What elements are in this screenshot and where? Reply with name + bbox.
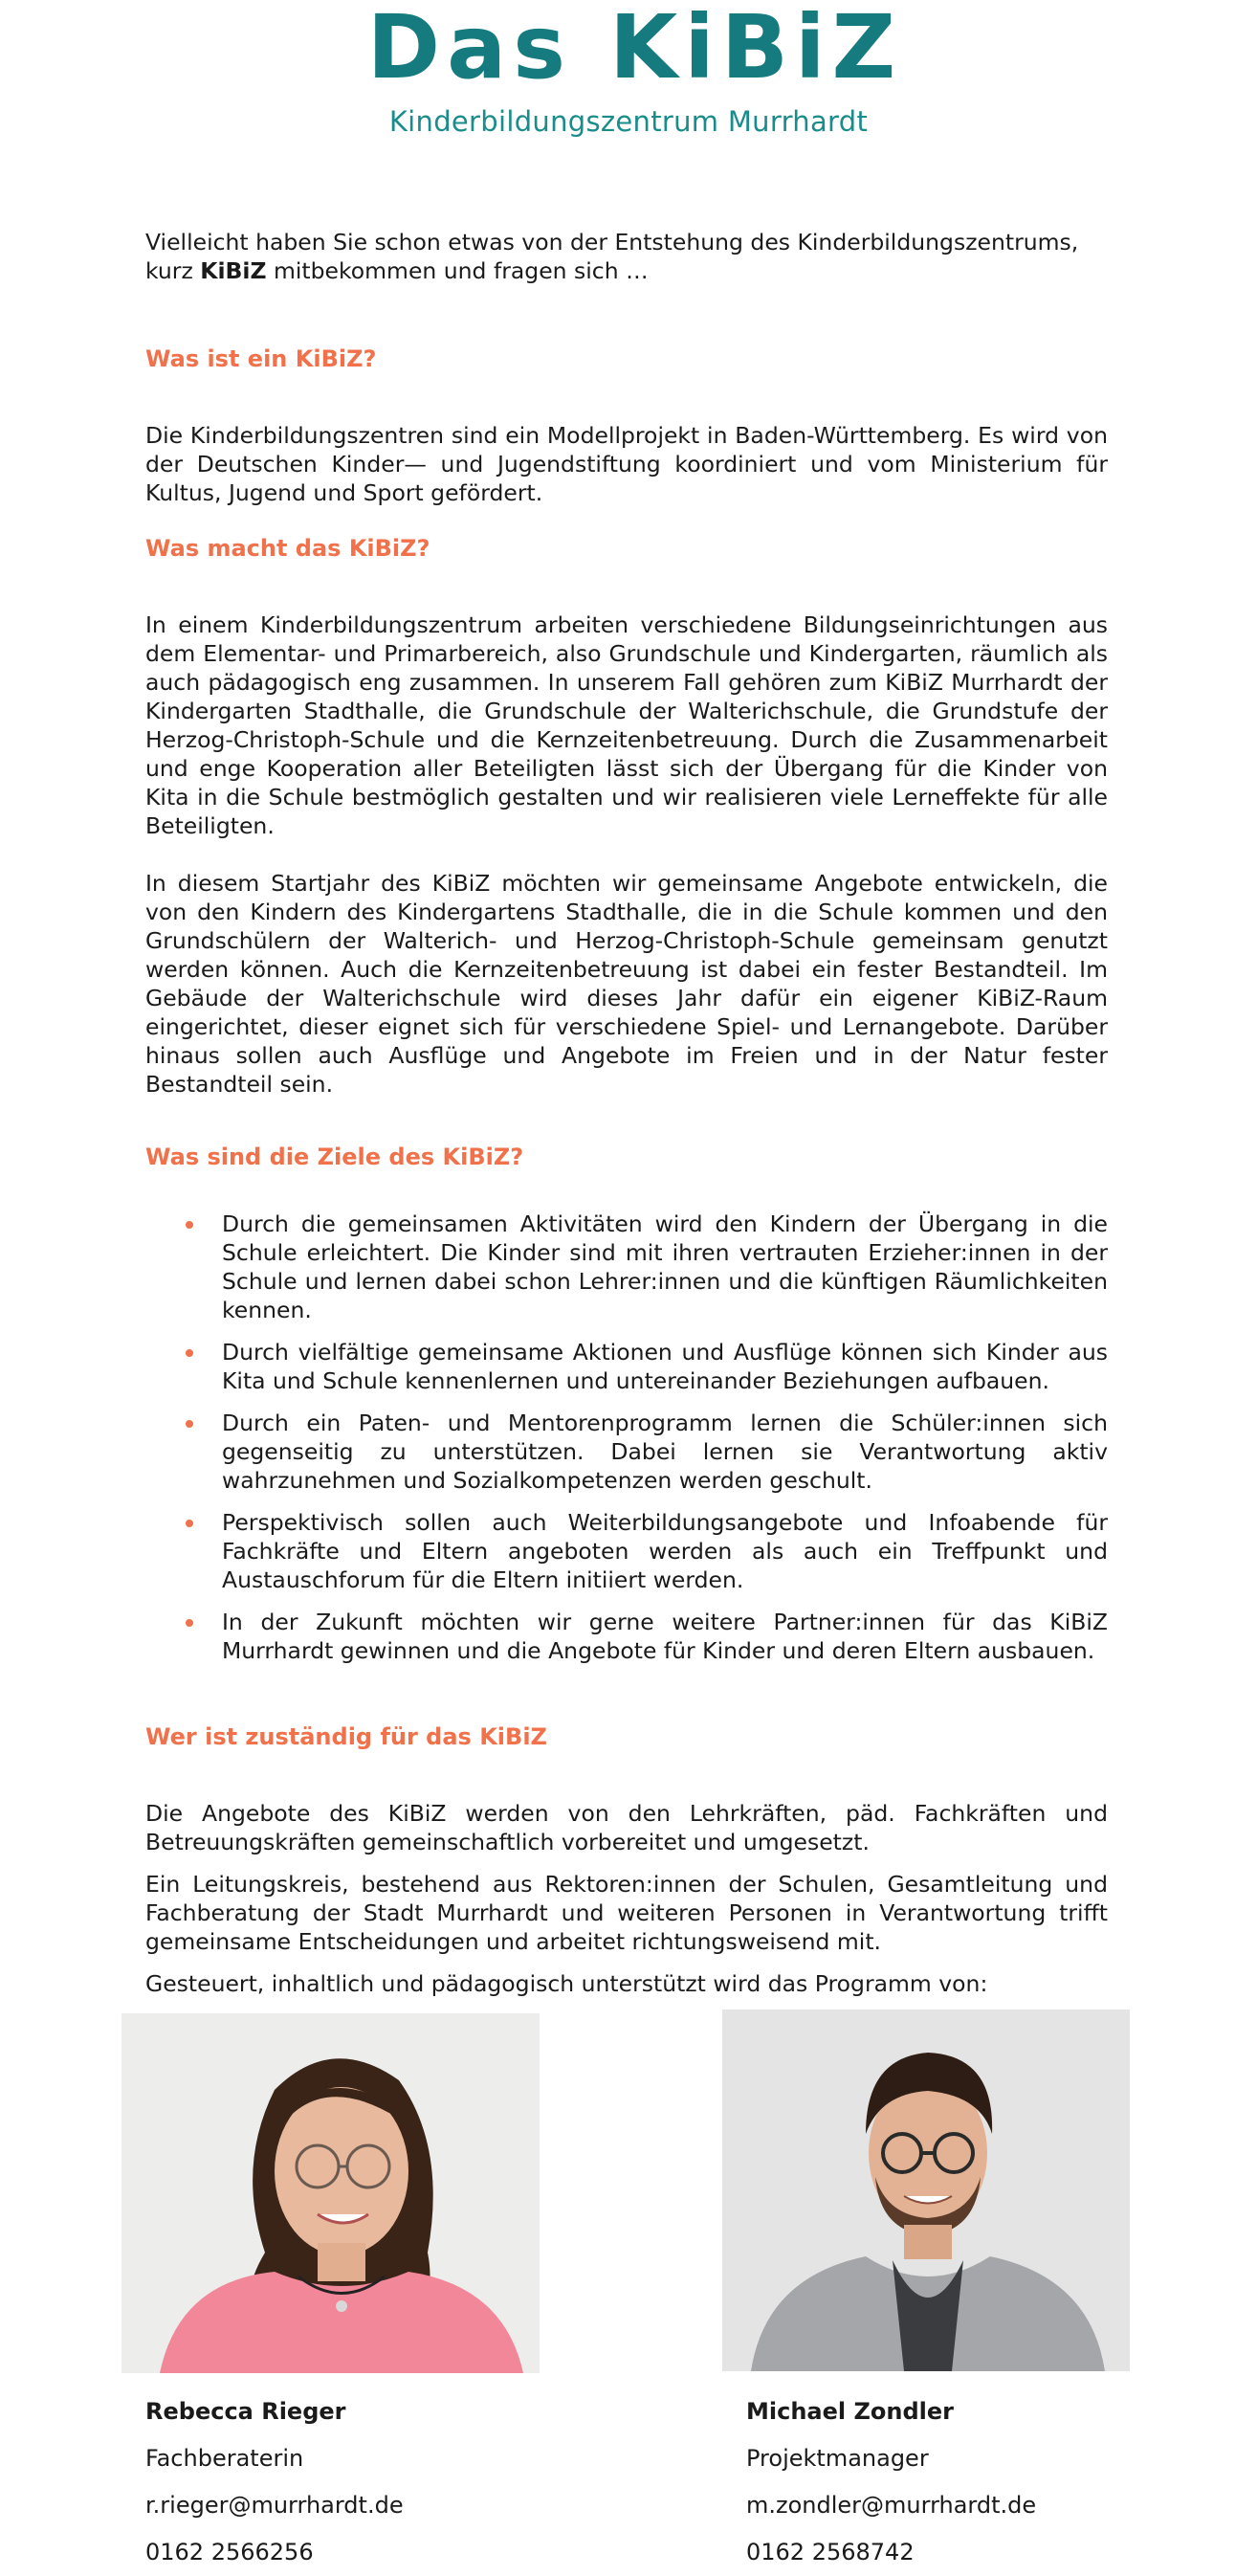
intro-text-start: Vielleicht haben Sie schon etwas von der Entstehung des Kinderbildungszentrums, kurz: [145, 229, 1079, 284]
kibiz-logo: [0, 0, 1257, 138]
logo-subtitle: Kinderbildungszentrum Murrhardt: [388, 105, 869, 138]
heading-was-ist: Was ist ein KiBiZ?: [145, 345, 377, 372]
paragraph-was-macht-1: In einem Kinderbildungszentrum arbeiten verschiedene Bildungseinrichtungen aus dem Elementar- und Primarbereich, also Grundschule und Kindergarten, räumlich als auch pädagogisch eng zusammen. In unserem Fall gehören zum KiBiZ Murrhardt der Kindergarten Stadthalle, die Grundschule der Walterichschule, die Grundstufe der Herzog-Christoph-Schule und die Kernzeitenbetreuung. Durch die Zusammenarbeit und enge Kooperation aller Beteiligten lässt sich der Übergang für die Kinder von Kita in die Schule bestmöglich gestalten und wir realisieren viele Lerneffekte für alle Beteiligten.: [145, 611, 1108, 839]
bullet-icon: [186, 1420, 193, 1428]
bullet-icon: [186, 1221, 193, 1229]
heading-wer-ist-zustaendig: Wer ist zuständig für das KiBiZ: [145, 1723, 547, 1750]
contact-role: Projektmanager: [746, 2445, 929, 2472]
portrait-photo-rebecca-rieger: [121, 2013, 540, 2373]
goals-list: [145, 1210, 1108, 1665]
bullet-icon: [186, 1520, 193, 1527]
list-item: [145, 1508, 1108, 1594]
intro-text: [145, 228, 1108, 285]
contact-email[interactable]: m.zondler@murrhardt.de: [746, 2492, 1037, 2519]
list-item-text: Perspektivisch sollen auch Weiterbildungsangebote und Infoabende für Fachkräfte und Eltern angeboten werden als auch ein Treffpunkt und Austauschforum für die Eltern initiiert werden.: [222, 1509, 1108, 1593]
paragraph-wer-1: Die Angebote des KiBiZ werden von den Lehrkräften, päd. Fachkräften und Betreuungskräften gemeinschaftlich vorbereitet und umgesetzt.: [145, 1800, 1108, 1855]
portrait-photo-michael-zondler: [722, 2010, 1130, 2371]
list-item-text: Durch ein Paten- und Mentorenprogramm lernen die Schüler:innen sich gegenseitig zu unterstützen. Dabei lernen sie Verantwortung aktiv wahrzunehmen und Sozialkompetenzen werden geschult.: [222, 1410, 1108, 1494]
contact-phone: 0162 2568742: [746, 2539, 915, 2565]
bullet-icon: [186, 1619, 193, 1627]
intro-text-bold: KiBiZ: [200, 257, 267, 284]
intro-text-end: mitbekommen und fragen sich …: [266, 257, 649, 284]
paragraph-was-ist: Die Kinderbildungszentren sind ein Modellprojekt in Baden-Württemberg. Es wird von der Deutschen Kinder— und Jugendstiftung koordiniert und vom Ministerium für Kultus, Jugend und Sport gefördert.: [145, 422, 1108, 506]
list-item: [145, 1210, 1108, 1324]
list-item-text: Durch die gemeinsamen Aktivitäten wird den Kindern der Übergang in die Schule erleichtert. Die Kinder sind mit ihren vertrauten Erzieher:innen in der Schule und lernen dabei schon Lehrer:innen und die künftigen Räumlichkeiten kennen.: [222, 1210, 1108, 1323]
contact-michael-zondler: [746, 2388, 1036, 2576]
contact-name: Rebecca Rieger: [145, 2398, 346, 2425]
logo-title: Das KiBiZ: [366, 0, 903, 99]
contact-email[interactable]: r.rieger@murrhardt.de: [145, 2492, 404, 2519]
heading-was-macht: Was macht das KiBiZ?: [145, 535, 430, 562]
list-item-text: In der Zukunft möchten wir gerne weitere Partner:innen für das KiBiZ Murrhardt gewinnen und die Angebote für Kinder und deren Eltern ausbauen.: [222, 1609, 1108, 1664]
list-item-text: Durch vielfältige gemeinsame Aktionen und Ausflüge können sich Kinder aus Kita und Schule kennenlernen und untereinander Beziehungen aufbauen.: [222, 1339, 1108, 1394]
main-content: [145, 228, 1108, 2011]
contact-rebecca-rieger: [145, 2388, 404, 2576]
paragraph-was-macht-2: In diesem Startjahr des KiBiZ möchten wir gemeinsame Angebote entwickeln, die von den Kindern des Kindergartens Stadthalle, die in die Schule kommen und den Grundschülern der Walterich- und Herzog-Christoph-Schule gemeinsam genutzt werden können. Auch die Kernzeitenbetreuung ist dabei ein fester Bestandteil. Im Gebäude der Walterichschule wird dieses Jahr dafür ein eigener KiBiZ-Raum eingerichtet, dieser eignet sich für verschiedene Spiel- und Lernangebote. Darüber hinaus sollen auch Ausflüge und Angebote im Freien und in der Natur fester Bestandteil sein.: [145, 870, 1108, 1098]
contact-phone: 0162 2566256: [145, 2539, 314, 2565]
bullet-icon: [186, 1349, 193, 1357]
list-item: [145, 1338, 1108, 1395]
heading-ziele: Was sind die Ziele des KiBiZ?: [145, 1144, 524, 1170]
list-item: [145, 1409, 1108, 1495]
contact-name: Michael Zondler: [746, 2398, 954, 2425]
list-item: [145, 1608, 1108, 1665]
paragraph-wer-3: Gesteuert, inhaltlich und pädagogisch unterstützt wird das Programm von:: [145, 1970, 988, 1997]
paragraph-wer-2: Ein Leitungskreis, bestehend aus Rektoren:innen der Schulen, Gesamtleitung und Fachberatung der Stadt Murrhardt und weiteren Personen in Verantwortung trifft gemeinsame Entscheidungen und arbeitet richtungsweisend mit.: [145, 1871, 1108, 1955]
contact-role: Fachberaterin: [145, 2445, 304, 2472]
